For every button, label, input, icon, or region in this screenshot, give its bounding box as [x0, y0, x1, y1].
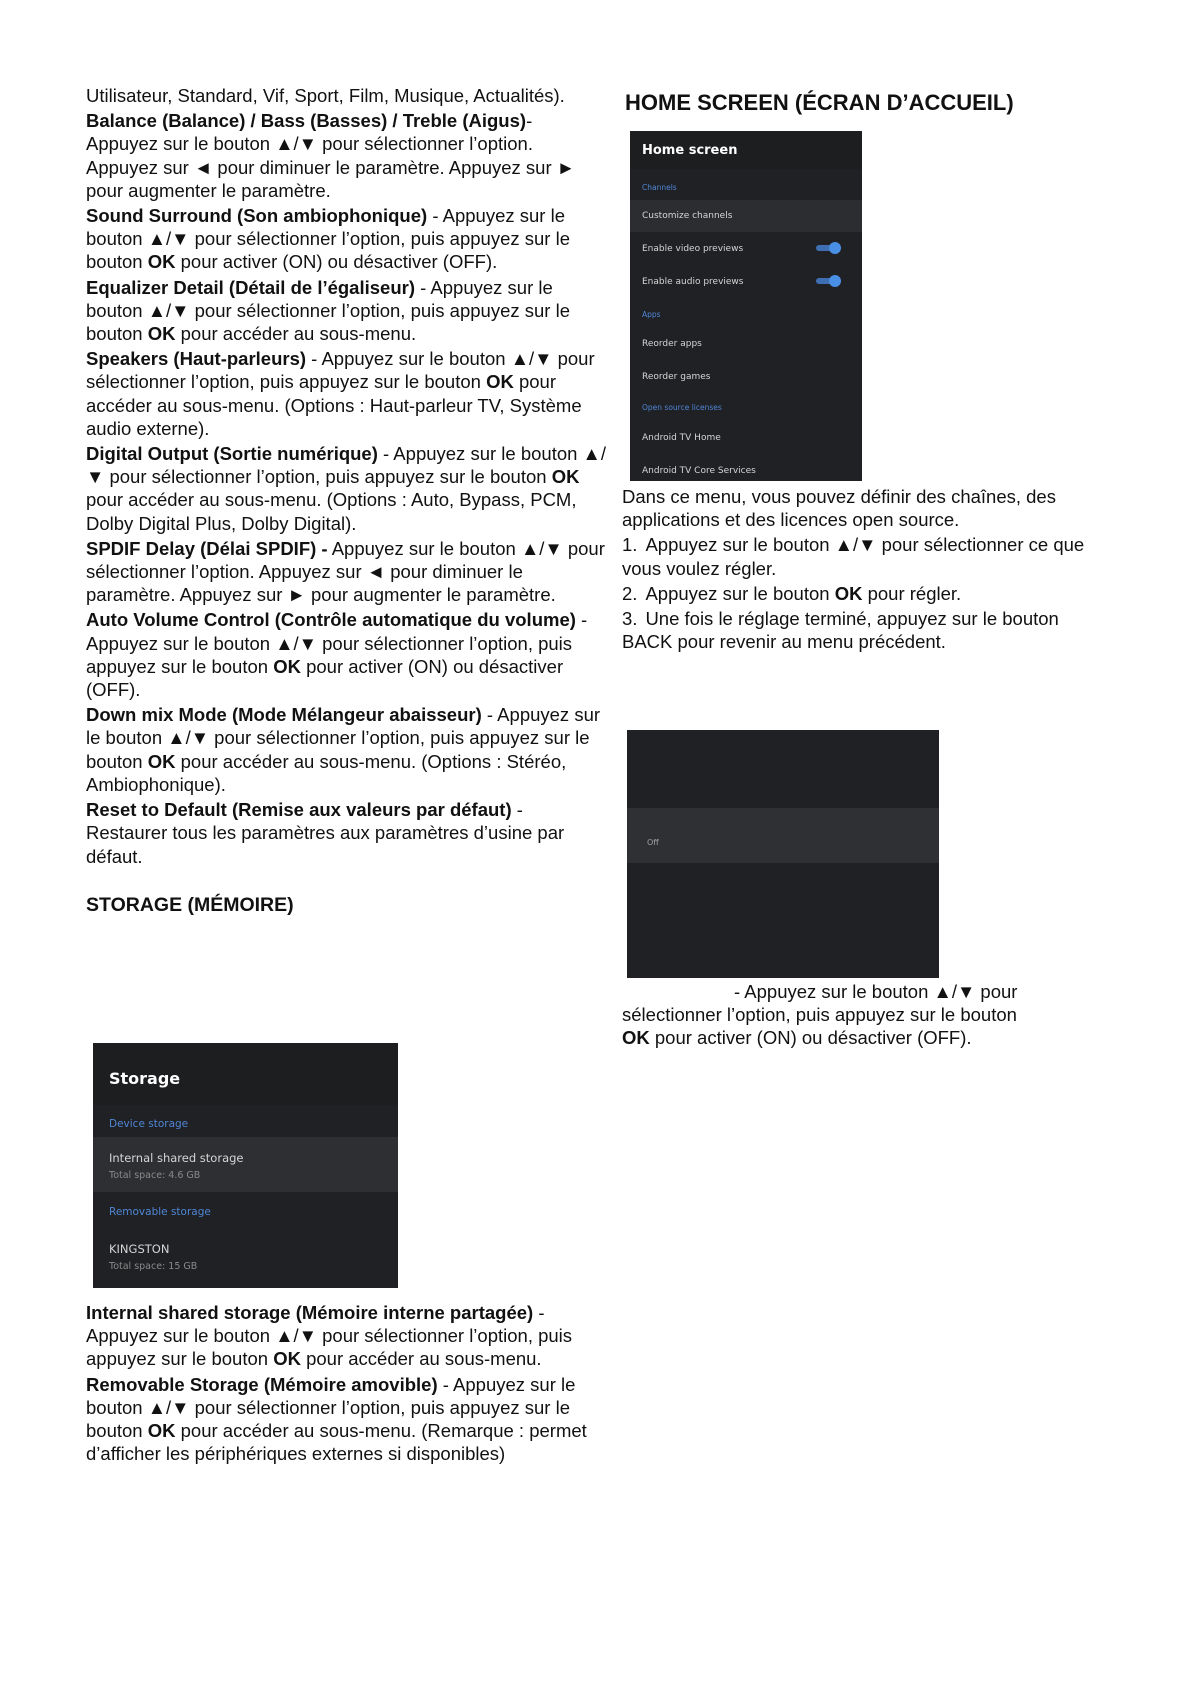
step-1: [622, 533, 1112, 579]
internal-storage-row[interactable]: [93, 1137, 398, 1192]
removable-storage-paragraph: [86, 1373, 606, 1466]
ok-key: OK: [147, 323, 176, 345]
spdif-paragraph: [86, 537, 606, 607]
video-previews-item[interactable]: Enable video previews: [642, 244, 744, 254]
internal-storage-text: - Appuyez sur le bouton ▲/▼ pour sélectionner l’option, puis appuyez sur le bouton: [86, 1302, 573, 1370]
spdif-text: Appuyez sur le bouton ▲/▼ pour sélectionner l’option. Appuyez sur ◄ pour diminuer le paramètre. Appuyez sur ► pour augmenter le paramètre.: [86, 537, 605, 606]
avc-text-end: pour activer (ON) ou désactiver (OFF).: [86, 655, 564, 701]
ok-key: OK: [273, 1348, 301, 1370]
ok-key: OK: [622, 1027, 650, 1049]
step-2-number: 2.: [622, 582, 638, 604]
storage-menu-screenshot: [93, 1043, 398, 1288]
downmix-text: - Appuyez sur le bouton ▲/▼ pour sélectionner l’option, puis appuyez sur le bouton: [86, 704, 601, 772]
sound-setting-text-start: - Appuyez sur le bouton ▲/▼ pour sélectionner l’option, puis appuyez sur le bouton: [622, 981, 1018, 1026]
ok-key: OK: [273, 655, 301, 677]
android-tv-home-item[interactable]: Android TV Home: [642, 433, 721, 443]
ok-key: OK: [486, 371, 514, 393]
home-screen-description: Dans ce menu, vous pouvez définir des chaînes, des applications et des licences open source.: [622, 486, 1056, 531]
reorder-games-item[interactable]: Reorder games: [642, 372, 711, 382]
internal-storage-label: Internal shared storage: [109, 1151, 244, 1165]
audio-previews-toggle[interactable]: [816, 276, 840, 286]
reset-text: - Restaurer tous les paramètres aux paramètres d’usine par défaut.: [86, 799, 565, 867]
off-option[interactable]: Off: [647, 838, 659, 847]
left-column: [86, 84, 606, 917]
home-screen-menu-title: Home screen: [642, 143, 738, 158]
balance-paragraph: [86, 109, 606, 202]
step-2-text: Appuyez sur le bouton: [645, 582, 835, 604]
apps-category: Apps: [642, 310, 661, 319]
avc-paragraph: [86, 608, 606, 701]
sound-setting-paragraph: [622, 980, 1092, 1050]
storage-text-block: [86, 1301, 606, 1467]
licenses-category: Open source licenses: [642, 403, 722, 412]
avc-title: Auto Volume Control (Contrôle automatique du volume): [86, 609, 576, 631]
ok-key: OK: [147, 750, 176, 772]
audio-previews-item[interactable]: Enable audio previews: [642, 277, 744, 287]
digital-output-paragraph: [86, 442, 606, 535]
surround-paragraph: [86, 204, 606, 274]
removable-storage-title: Removable Storage (Mémoire amovible): [86, 1373, 438, 1395]
downmix-paragraph: [86, 703, 606, 796]
home-screen-heading: HOME SCREEN (ÉCRAN D’ACCUEIL): [625, 90, 1014, 115]
step-3-number: 3.: [622, 608, 638, 630]
surround-title: Sound Surround (Son ambiophonique): [86, 205, 428, 227]
sound-setting-text: [622, 980, 1092, 1052]
intro-text: Utilisateur, Standard, Vif, Sport, Film, Musique, Actualités).: [86, 85, 565, 106]
kingston-space: Total space: 15 GB: [109, 1261, 198, 1272]
digital-output-text: - Appuyez sur le bouton ▲/▼ pour sélectionner l’option, puis appuyez sur le bouton: [86, 443, 606, 488]
internal-storage-space: Total space: 4.6 GB: [109, 1170, 201, 1181]
ok-key: OK: [551, 466, 580, 488]
equalizer-paragraph: [86, 276, 606, 346]
removable-storage-category: Removable storage: [109, 1206, 211, 1218]
speakers-title: Speakers (Haut-parleurs): [86, 348, 307, 370]
downmix-text-end: pour accéder au sous-menu. (Options : Stéréo, Ambiophonique).: [86, 750, 567, 795]
equalizer-text: - Appuyez sur le bouton ▲/▼ pour sélectionner l’option, puis appuyez sur le bouton: [86, 276, 570, 345]
ok-key: OK: [147, 251, 176, 273]
home-screen-text: [622, 485, 1112, 655]
internal-storage-title: Internal shared storage (Mémoire interne partagée): [86, 1302, 534, 1323]
downmix-title: Down mix Mode (Mode Mélangeur abaisseur): [86, 704, 482, 726]
reset-title: Reset to Default (Remise aux valeurs par défaut): [86, 799, 512, 821]
reorder-apps-item[interactable]: Reorder apps: [642, 339, 702, 349]
avc-text: - Appuyez sur le bouton ▲/▼ pour sélectionner l’option, puis appuyez sur le bouton: [86, 609, 588, 677]
core-services-item[interactable]: Android TV Core Services: [642, 466, 756, 476]
sound-setting-text-end: pour activer (ON) ou désactiver (OFF).: [649, 1027, 972, 1049]
internal-storage-paragraph: [86, 1301, 606, 1371]
removable-storage-text-end: pour accéder au sous-menu. (Remarque : permet d’afficher les périphériques externes si disponibles): [86, 1420, 587, 1465]
step-1-number: 1.: [622, 534, 638, 556]
storage-heading: STORAGE (MÉMOIRE): [86, 893, 294, 916]
reset-paragraph: [86, 798, 606, 868]
digital-output-text-end: pour accéder au sous-menu. (Options : Auto, Bypass, PCM, Dolby Digital Plus, Dolby Digital).: [86, 489, 577, 534]
step-1-text: Appuyez sur le bouton ▲/▼ pour sélectionner ce que vous voulez régler.: [622, 534, 1085, 579]
step-3: [622, 607, 1112, 653]
device-storage-category: Device storage: [109, 1118, 189, 1130]
removable-storage-text: - Appuyez sur le bouton ▲/▼ pour sélectionner l’option, puis appuyez sur le bouton: [86, 1373, 576, 1442]
step-2: [622, 582, 1112, 605]
ok-key: OK: [147, 1420, 176, 1442]
channels-category: Channels: [642, 183, 677, 192]
kingston-label: KINGSTON: [109, 1242, 170, 1256]
video-previews-toggle[interactable]: [816, 243, 840, 253]
surround-text-end: pour activer (ON) ou désactiver (OFF).: [175, 251, 498, 273]
sound-setting-highlight: [627, 808, 939, 863]
home-screen-menu-screenshot: [630, 131, 862, 481]
customize-channels-item[interactable]: Customize channels: [642, 211, 733, 221]
sound-setting-screenshot: [627, 730, 939, 978]
speakers-text-end: pour accéder au sous-menu. (Options : Haut-parleur TV, Système audio externe).: [86, 371, 582, 439]
equalizer-title: Equalizer Detail (Détail de l’égaliseur): [86, 276, 415, 298]
speakers-paragraph: [86, 347, 606, 440]
step-2-text-end: pour régler.: [862, 582, 962, 604]
balance-title: Balance (Balance) / Bass (Basses) / Treble (Aigus): [86, 110, 527, 132]
storage-menu-title: Storage: [109, 1069, 181, 1088]
spdif-title: SPDIF Delay (Délai SPDIF) -: [86, 537, 328, 559]
internal-storage-text-end: pour accéder au sous-menu.: [300, 1348, 542, 1370]
digital-output-title: Digital Output (Sortie numérique): [86, 443, 378, 465]
balance-text: - Appuyez sur le bouton ▲/▼ pour sélectionner l’option. Appuyez sur ◄ pour diminuer le paramètre. Appuyez sur ► pour augmenter le paramètre.: [86, 110, 576, 201]
step-3-text: Une fois le réglage terminé, appuyez sur le bouton BACK pour revenir au menu précédent.: [622, 608, 1059, 653]
ok-key: OK: [834, 582, 863, 604]
equalizer-text-end: pour accéder au sous-menu.: [175, 323, 417, 345]
surround-text: - Appuyez sur le bouton ▲/▼ pour sélectionner l’option, puis appuyez sur le bouton: [86, 205, 570, 273]
kingston-row[interactable]: [93, 1228, 398, 1283]
speakers-text: - Appuyez sur le bouton ▲/▼ pour sélectionner l’option, puis appuyez sur le bouton: [86, 348, 595, 393]
